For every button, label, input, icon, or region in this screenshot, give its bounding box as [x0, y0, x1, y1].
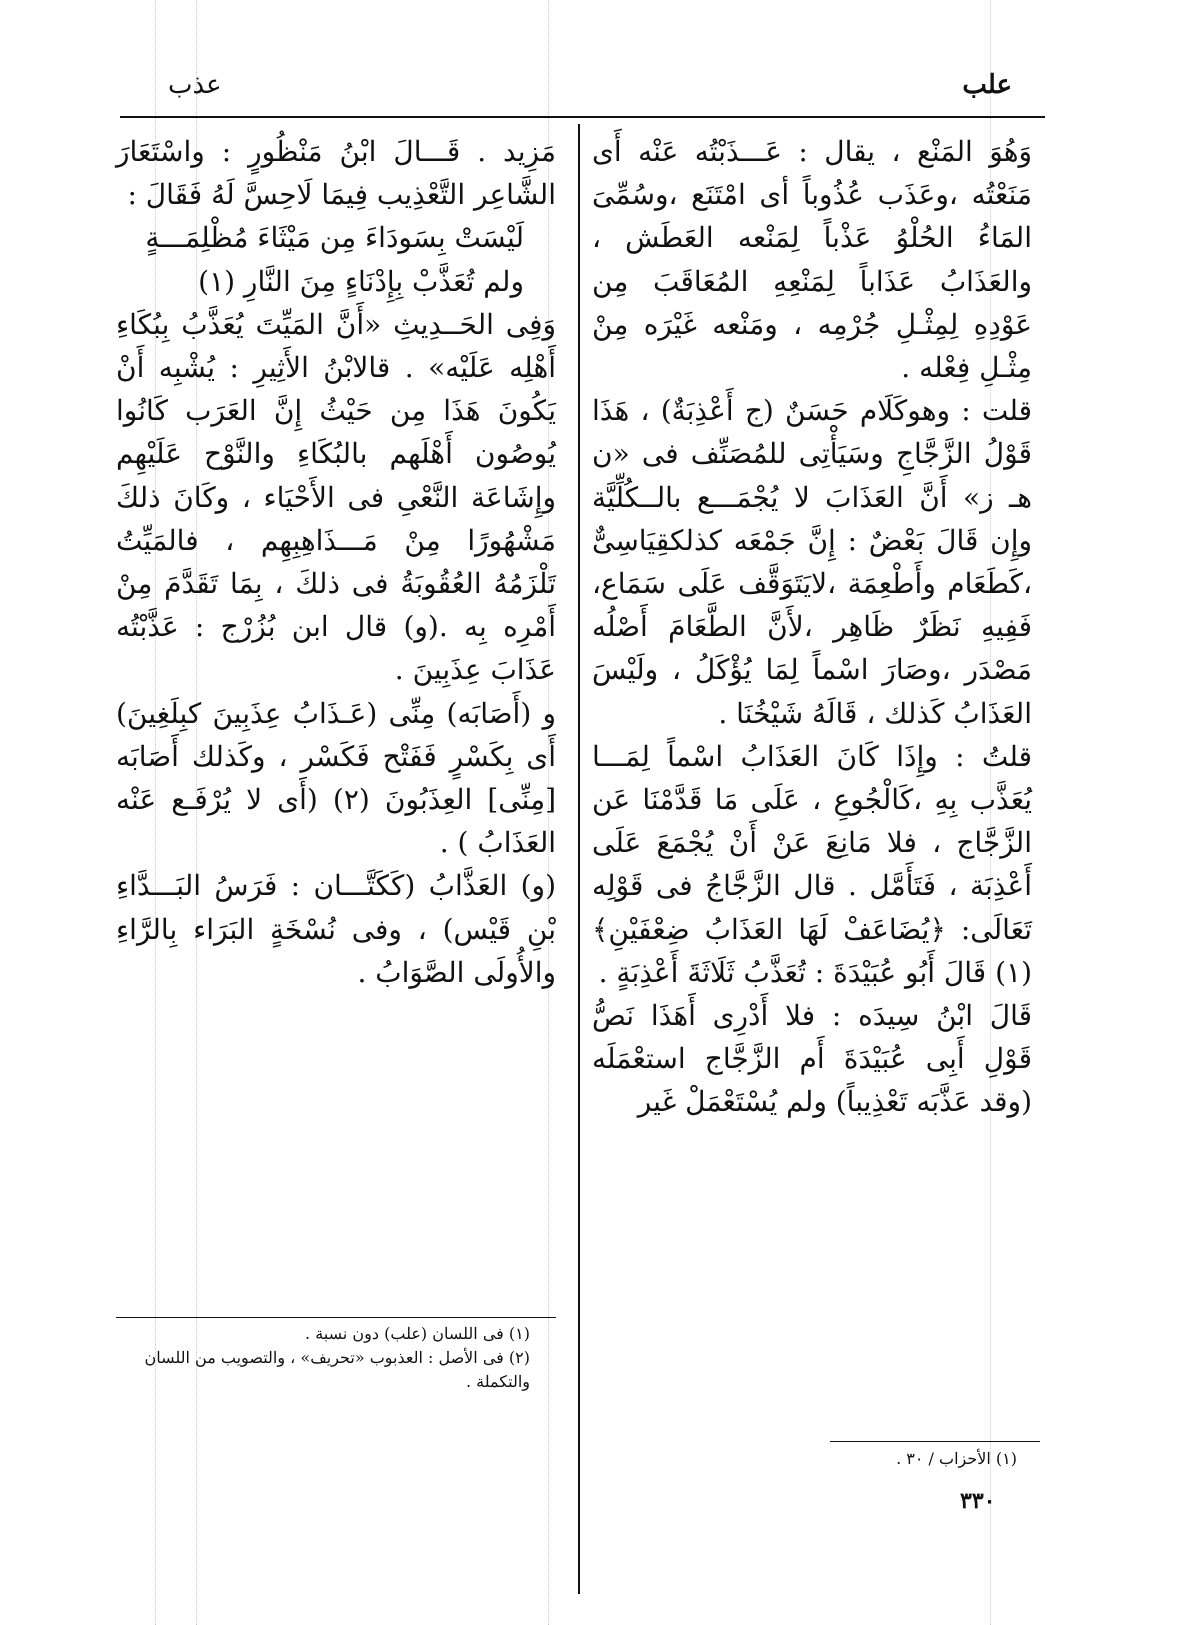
header-rule [120, 116, 1045, 118]
paragraph: و (أَصَابَه) مِنِّى (عَـذَابُ عِذَبِينَ كبِلَغِينَ) أَى بِكَسْرٍ فَفَتْح فَكَسْر ، وكَذلك أَصَابَه [مِنِّى] العِذَبُونَ (٢) (أَى لا يُرْفَـع عَنْه العَذَابُ ) . [116, 696, 556, 860]
footnotes-left [110, 1322, 530, 1394]
page-number: ٣٣٠ [960, 1488, 996, 1514]
footnotes-right [797, 1447, 1017, 1471]
column-divider [578, 124, 580, 1594]
paragraph: (و) العَذَّابُ (كَكَتَّـــان : فَرَسُ البَـــدَّاءِ بْنِ قَيْس) ، وفى نُسْخَةٍ البَرَاء بِالرَّاءِ والأُولَى الصَّوَابُ . [116, 869, 556, 989]
running-header-left: عذب [168, 70, 222, 100]
paragraph: قلتُ : وإِذَا كَانَ العَذَابُ اسْماً لِمَـــا يُعَذَّب بِهِ ،كَالْجُوعِ ، عَلَى مَا قَدَّمْنَا عَن الزَّجَّاج ، فلا مَانِعَ عَنْ أَنْ يُجْمَعَ عَلَى أَعْذِبَة ، فَتَأَمَّل . قال الزَّجَّاجُ فى قَوْلِه تَعَالَى: ﴿يُضَاعَفْ لَهَا العَذَابُ ضِعْفَيْنِ﴾ (١) قَالَ أَبُو عُبَيْدَةَ : تُعَذَّبُ ثَلَاثَةَ أَعْذِبَةٍ . [592, 739, 1032, 989]
paragraph: قلت : وهوكَلَام حَسَنٌ (ج أَعْذِبَةٌ) ، هَذَا قَوْلُ الزَّجَّاجِ وسَيَأْتِى للمُصَنِّف فى «ن هـ ز» أَنَّ العَذَابَ لا يُجْمَـــع بالــكُلِّيَّة وإِن قَالَ بَعْضٌ : إِنَّ جَمْعَه كذلكقِيَاسِىٌّ ،كَطَعَام وأَطْعِمَة ،لايَتَوَقَّف عَلَى سَمَاع، فَفِيهِ نَظَرٌ ظَاهِر ،لأَنَّ الطَّعَامَ أَصْلُه مَصْدَر ،وصَارَ اسْماً لِمَا يُؤْكَلُ ، ولَيْسَ العَذَابُ كَذلك ، قَالَهُ شَيْخُنَا . [592, 394, 1032, 730]
running-header-right: علب [962, 70, 1012, 100]
paragraph: وَهُوَ المَنْع ، يقال : عَـــذَبْتُه عَنْه أَى مَنَعْتُه ،وعَذَب عُذُوباً أى امْتَنَع ،وسُمِّىَ المَاءُ الحُلْوُ عَذْباً لِمَنْعه العَطَش ، والعَذَابُ عَذَاباً لِمَنْعِهِ المُعَاقَبَ مِن عَوْدِهِ لِمِثْـلِ جُرْمِه ، ومَنْعه غَيْرَه مِنْ مِثْـلِ فِعْله . [592, 135, 1032, 385]
footnote: (١) الأحزاب / ٣٠ . [896, 1449, 1017, 1468]
right-column [592, 130, 1032, 1124]
paragraph: مَزِيد . قَـــالَ ابْنُ مَنْظُورٍ : واسْتَعَارَ الشَّاعِر التَّعْذِيب فِيمَا لَاحِسَّ لَهُ فَقَالَ : [116, 135, 556, 212]
footnote: (٢) فى الأصل : العذبوب «تحريف» ، والتصويب من اللسان والتكملة . [144, 1348, 530, 1391]
paragraph: قَالَ ابْنُ سِيدَه : فلا أَدْرِى أَهَذَا نَصُّ قَوْلِ أَبِى عُبَيْدَةَ أَم الزَّجَّاج استعْمَلَه (وقد عَذَّبَه تَعْذِيباً) ولم يُسْتَعْمَلْ غَير [592, 999, 1032, 1119]
paragraph: وَفِى الحَــدِيثِ «أَنَّ المَيِّتَ يُعَذَّبُ بِبُكَاءِ أَهْلِه عَلَيْه» . قالابْنُ الأَثِيرِ : يُشْبِه أَنْ يَكُونَ هَذَا مِن حَيْثُ إِنَّ العَرَب كَانُوا يُوصُون أَهْلَهم بالبُكَاءِ والنَّوْح عَلَيْهِم وإِشَاعَة النَّعْىِ فى الأَحْيَاء ، وكَانَ ذلكَ مَشْهُورًا مِنْ مَـــذَاهِبِهِم ، فالمَيِّتُ تَلْزَمُهُ العُقُوبَةُ فى ذلكَ ، بِمَا تَقَدَّمَ مِنْ أَمْرِه بِه .(و) قال ابن بُزُرْج : عَذَّبْتُه عَذَابَ عِذَبِينَ . [116, 307, 556, 687]
footnote-rule [116, 1317, 556, 1318]
poem-verse-line: ولم تُعَذَّبْ بِإِدْنَاءٍ مِنَ النَّارِ (١) [198, 264, 524, 298]
footnote-rule [830, 1441, 1040, 1442]
footnote: (١) فى اللسان (علب) دون نسبة . [305, 1324, 530, 1343]
left-column [116, 130, 556, 994]
poem-verse-line: لَيْسَتْ بِسَودَاءَ مِن مَيْثَاءَ مُظْلِمَـــةٍ [145, 221, 524, 255]
